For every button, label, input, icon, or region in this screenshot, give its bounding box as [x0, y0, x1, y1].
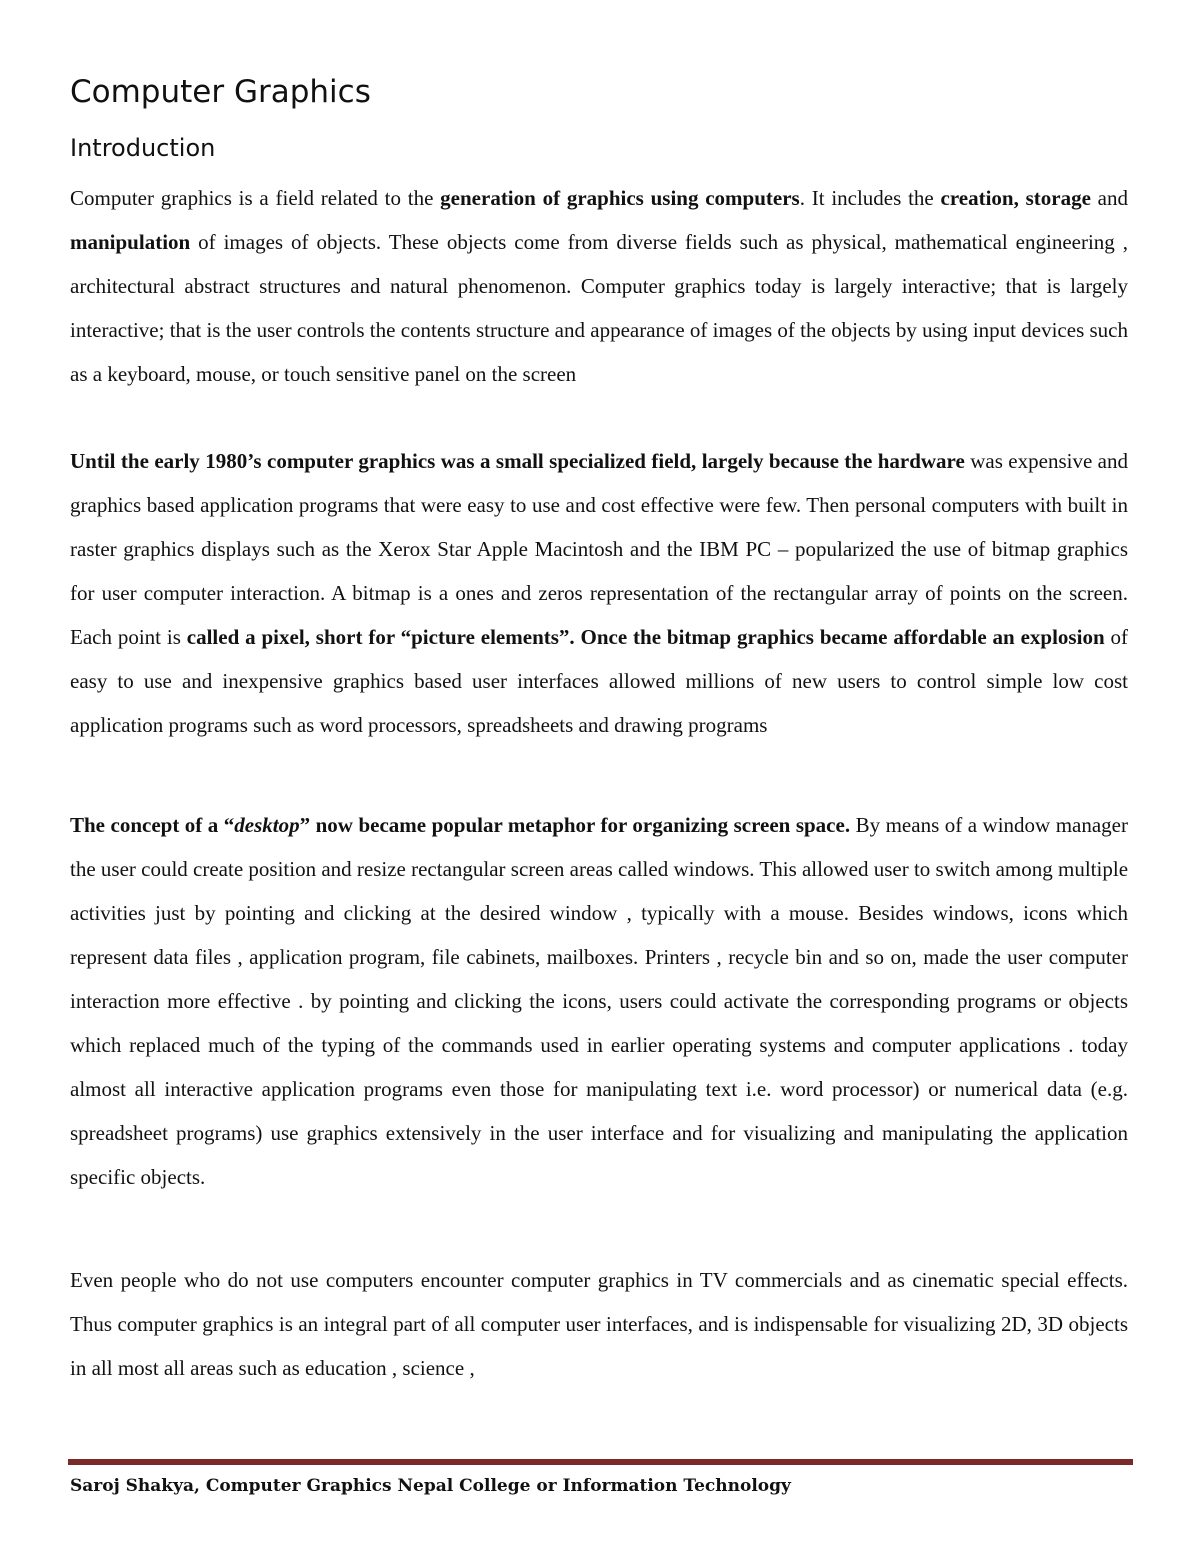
document-title: Computer Graphics	[70, 74, 371, 110]
text-run: Even people who do not use computers encounter computer graphics in TV commercials and as cinematic special effects. Thus computer graphics is an integral part of all computer user interfaces, and is indispensable for visualizing 2D, 3D objects in all most all areas such as education , science ,	[70, 1268, 1128, 1380]
bold-text-run: The concept of a “	[70, 813, 235, 837]
footer-rule	[68, 1459, 1133, 1465]
text-run: was expensive and graphics based application programs that were easy to use and cost effective were few. Then personal computers with built in raster graphics displays such as the Xerox Star Apple Macintosh and the IBM PC – popularized the use of bitmap graphics for user computer interaction. A bitmap is a ones and zeros representation of the rectangular array of points on the screen. Each point is	[70, 449, 1129, 649]
paragraph	[70, 176, 1128, 396]
document-page	[70, 0, 1130, 1553]
bold-text-run: ” now became popular metaphor for organizing screen space.	[299, 813, 851, 837]
text-run: By means of a window manager the user could create position and resize rectangular screen areas called windows. This allowed user to switch among multiple activities just by pointing and clicking at the desired window , typically with a mouse. Besides windows, icons which represent data files , application program, file cabinets, mailboxes. Printers , recycle bin and so on, made the user computer interaction more effective . by pointing and clicking the icons, users could activate the corresponding programs or objects which replaced much of the typing of the commands used in earlier operating systems and computer applications . today almost all interactive application programs even those for manipulating text i.e. word processor) or numerical data (e.g. spreadsheet programs) use graphics extensively in the user interface and for visualizing and manipulating the application specific objects.	[70, 813, 1129, 1189]
text-run: . It includes the	[799, 186, 941, 210]
paragraph	[70, 1258, 1128, 1390]
text-run: Computer graphics is a field related to the	[70, 186, 441, 210]
text-run: and	[1090, 186, 1129, 210]
bold-text-run: generation of graphics using computers	[440, 186, 800, 210]
bold-text-run: desktop	[234, 813, 300, 837]
footer-text: Saroj Shakya, Computer Graphics Nepal College or Information Technology	[70, 1476, 791, 1496]
bold-text-run: called a pixel, short for “picture elements”. Once the bitmap graphics became affordable an explosion	[186, 625, 1105, 649]
bold-text-run: Until the early 1980’s computer graphics was a small specialized field, largely because the hardware	[70, 449, 965, 473]
paragraph	[70, 439, 1128, 747]
text-run: of images of objects. These objects come from diverse fields such as physical, mathematical engineering , architectural abstract structures and natural phenomenon. Computer graphics today is largely interactive; that is largely interactive; that is the user controls the contents structure and appearance of images of the objects by using input devices such as a keyboard, mouse, or touch sensitive panel on the screen	[70, 230, 1128, 386]
bold-text-run: creation, storage	[940, 186, 1091, 210]
text-run: of easy to use and inexpensive graphics based user interfaces allowed millions of new users to control simple low cost application programs such as word processors, spreadsheets and drawing programs	[70, 625, 1128, 737]
bold-text-run: manipulation	[70, 230, 191, 254]
section-heading: Introduction	[70, 134, 216, 162]
paragraph	[70, 803, 1128, 1199]
